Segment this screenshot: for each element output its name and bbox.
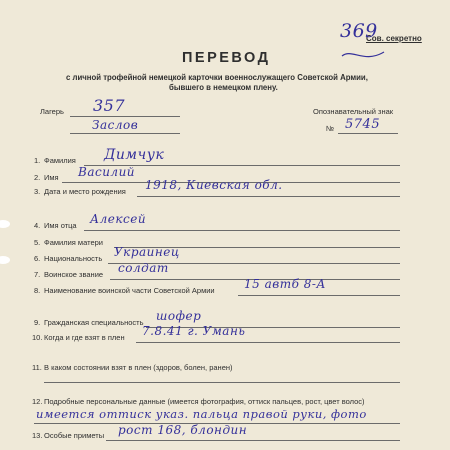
field-6-value: Украинец — [114, 245, 180, 259]
id-sign-number-symbol: № — [326, 124, 335, 133]
field-11-number: 11. — [32, 363, 42, 372]
field-12-value: имеется оттиск указ. пальца правой руки, фото — [36, 407, 367, 421]
field-13-underline — [106, 440, 400, 441]
field-7-number: 7. — [34, 270, 41, 279]
field-1-value: Димчук — [104, 147, 165, 163]
camp-underline — [70, 116, 180, 117]
field-10-underline — [136, 342, 400, 343]
field-10-value: 7.8.41 г. Умань — [142, 324, 246, 338]
field-3-label: Дата и место рождения — [44, 187, 126, 196]
field-6-number: 6. — [34, 254, 41, 263]
field-2-number: 2. — [34, 173, 41, 182]
field-3-underline — [137, 196, 400, 197]
field-9-label: Гражданская специальность — [44, 318, 144, 327]
field-5-number: 5. — [34, 238, 41, 247]
camp-value: 357 — [93, 96, 126, 115]
field-4-label: Имя отца — [44, 221, 77, 230]
document-subtitle-line-2: бывшего в немецком плену. — [169, 83, 278, 92]
document-title: ПЕРЕВОД — [182, 50, 271, 66]
camp-extra-underline — [70, 133, 180, 134]
field-2-label: Имя — [44, 173, 59, 182]
camp-label: Лагерь — [40, 107, 64, 116]
document-subtitle-line-1: с личной трофейной немецкой карточки военнослужащего Советской Армии, — [66, 73, 368, 82]
field-6-label: Национальность — [44, 254, 103, 263]
field-5-label: Фамилия матери — [44, 238, 103, 247]
field-10-label: Когда и где взят в плен — [44, 333, 125, 342]
field-9-value: шофер — [156, 309, 202, 323]
field-8-number: 8. — [34, 286, 41, 295]
field-1-number: 1. — [34, 156, 41, 165]
field-1-label: Фамилия — [44, 156, 76, 165]
number-scribble-mark — [340, 46, 386, 66]
field-12-number: 12. — [32, 397, 43, 406]
field-4-underline — [84, 230, 400, 231]
id-sign-value: 5745 — [345, 117, 381, 132]
handwritten-document-number: 369 — [340, 20, 378, 42]
id-sign-label: Опознавательный знак — [313, 107, 394, 116]
field-13-number: 13. — [32, 431, 43, 440]
field-8-underline — [238, 295, 400, 296]
field-12-label: Подробные персональные данные (имеется фотография, оттиск пальцев, рост, цвет волос) — [44, 397, 365, 406]
field-3-value: 1918, Киевская обл. — [145, 178, 283, 192]
field-10-number: 10. — [32, 333, 43, 342]
id-sign-underline — [338, 133, 398, 134]
field-4-number: 4. — [34, 221, 41, 230]
field-4-value: Алексей — [90, 212, 147, 226]
classification-mark: Сов. секретно — [366, 34, 422, 43]
field-3-number: 3. — [34, 187, 41, 196]
field-2-value: Василий — [78, 165, 136, 179]
field-9-number: 9. — [34, 318, 41, 327]
camp-extra-value: Заслов — [92, 118, 139, 132]
field-13-label: Особые приметы — [44, 431, 105, 440]
field-7-label: Воинское звание — [44, 270, 104, 279]
field-8-value: 15 автб 8-А — [244, 277, 327, 291]
field-13-value: рост 168, блондин — [118, 423, 248, 437]
punch-hole-top — [0, 220, 10, 228]
field-7-value: солдат — [118, 261, 169, 275]
field-8-label: Наименование воинской части Советской Армии — [44, 286, 215, 295]
field-11-label: В каком состоянии взят в плен (здоров, болен, ранен) — [44, 363, 233, 372]
field-11-underline — [44, 382, 400, 383]
punch-hole-bottom — [0, 256, 10, 264]
